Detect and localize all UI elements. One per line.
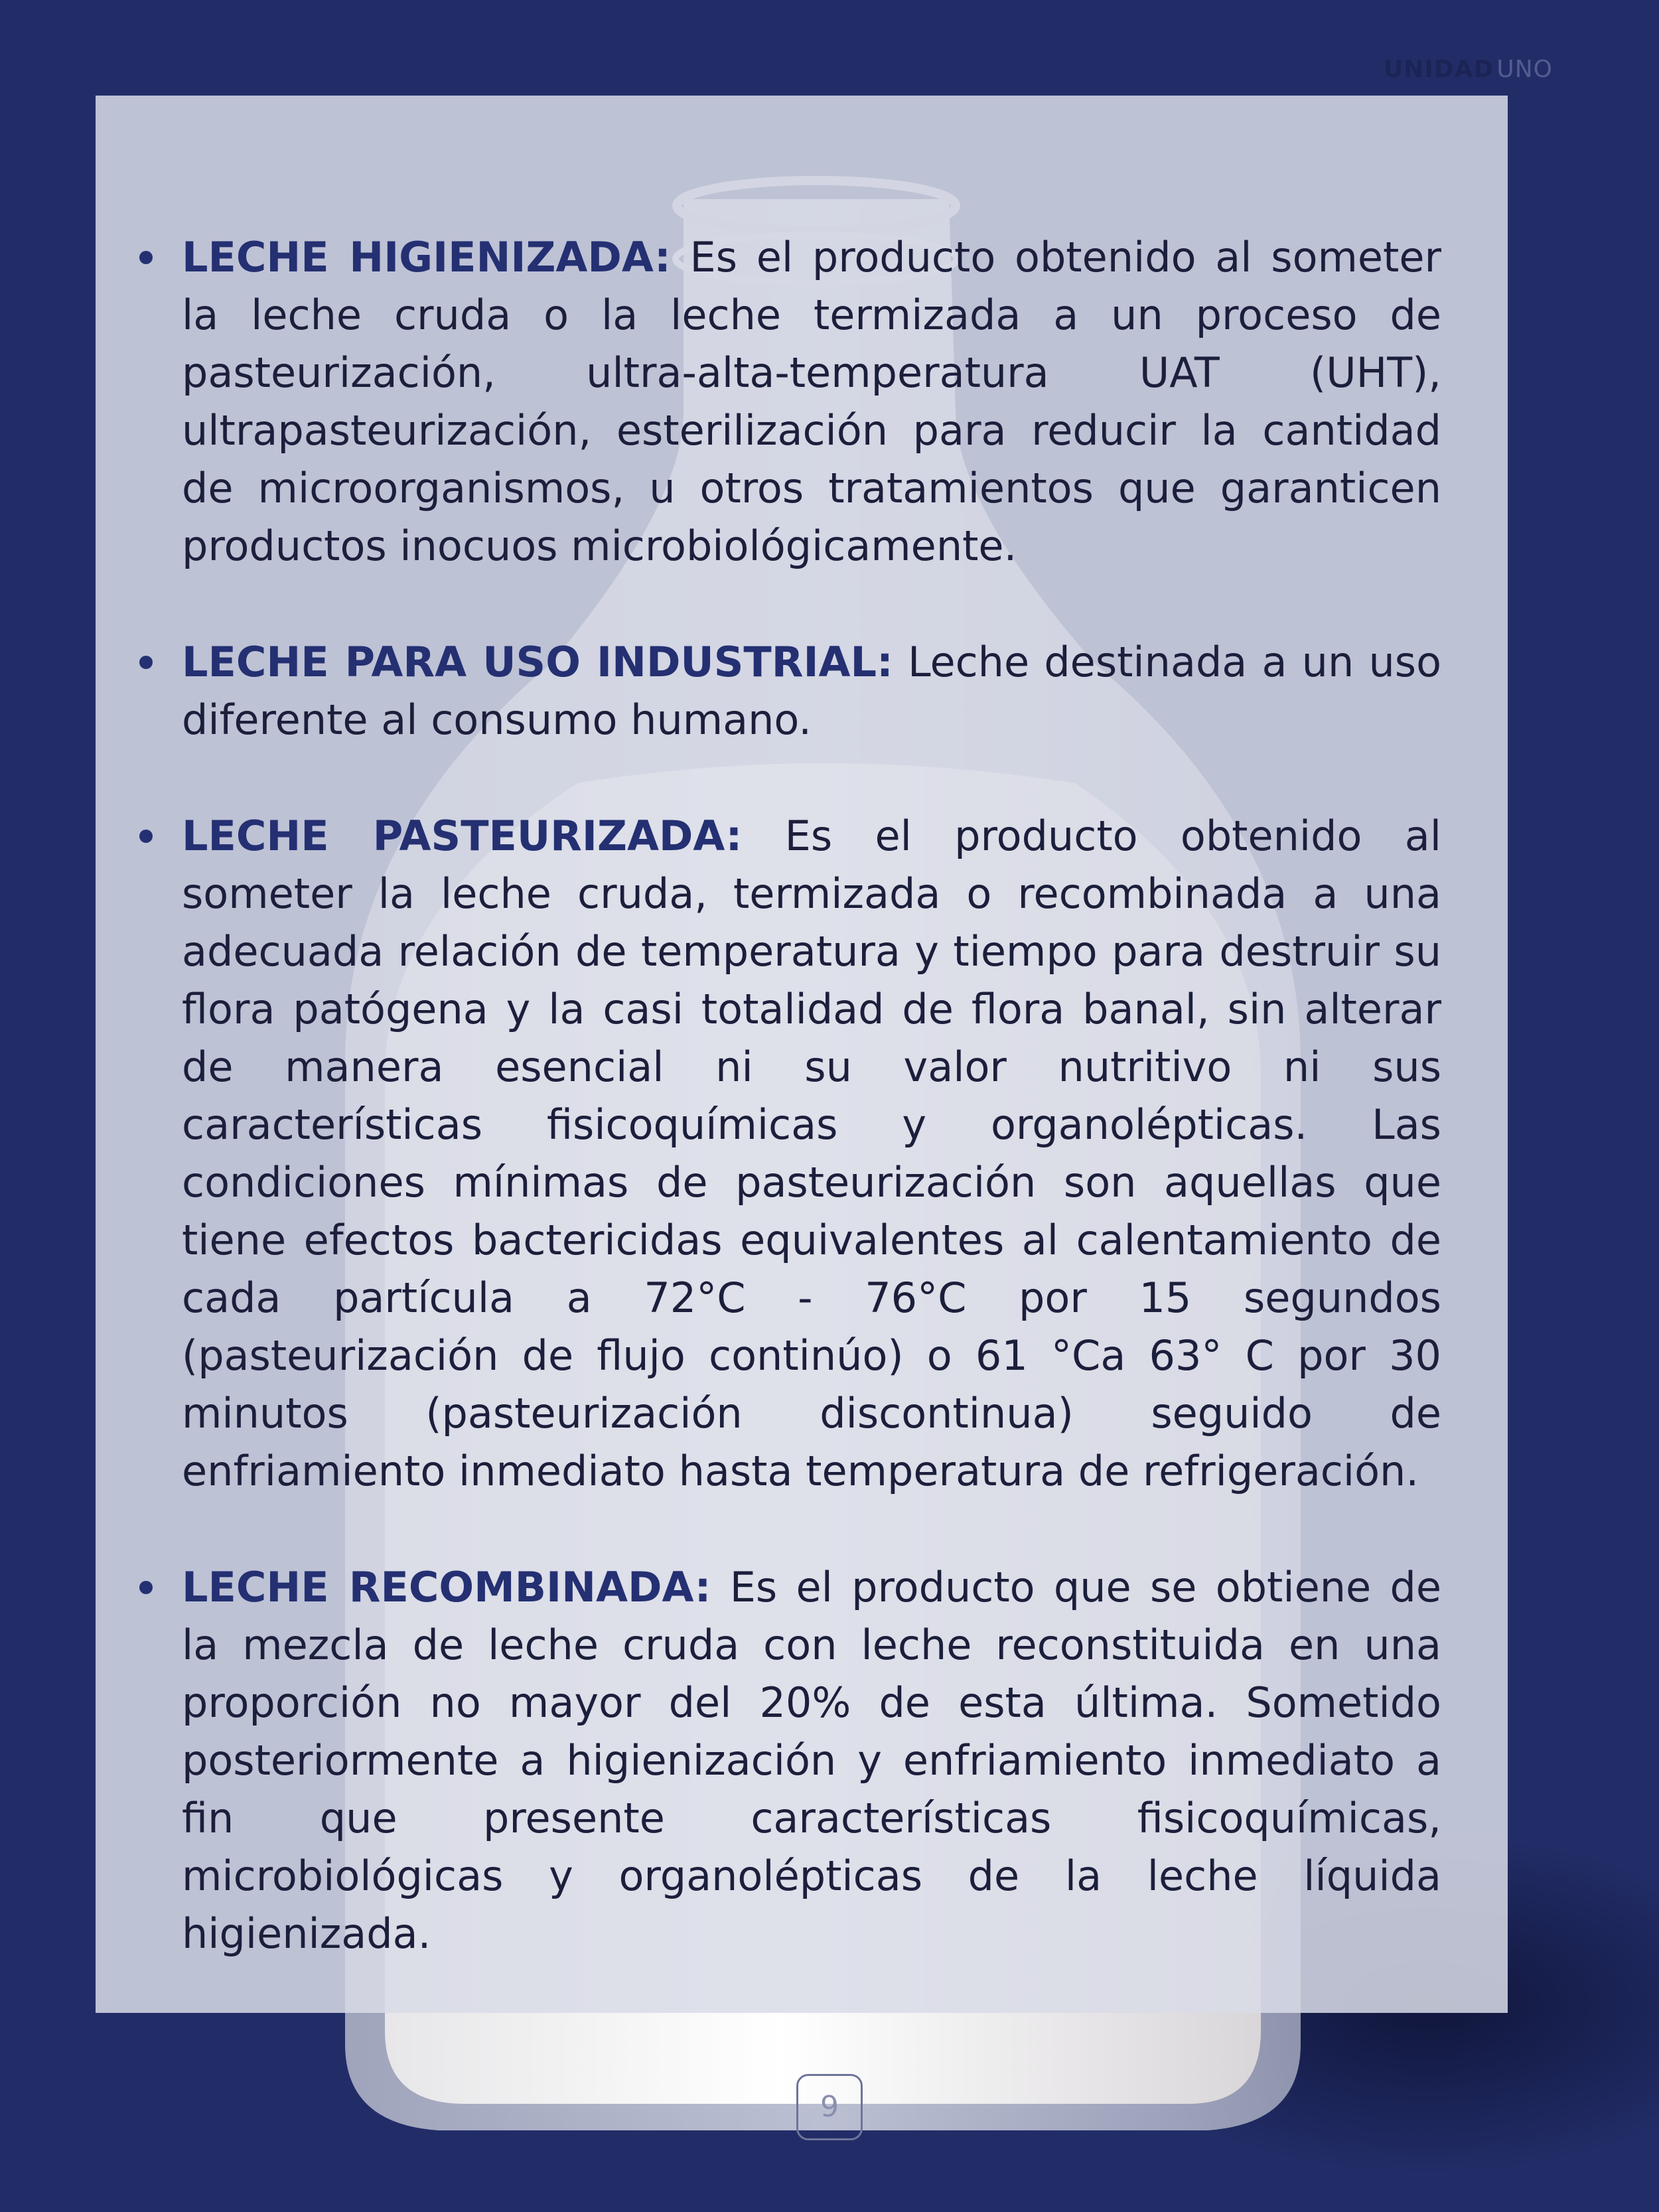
definition-term: LECHE RECOMBINADA:	[182, 1563, 711, 1611]
definition-item	[182, 633, 1441, 749]
definitions-list	[182, 228, 1441, 1962]
definition-item	[182, 807, 1441, 1500]
definition-text: Es el producto obtenido al someter la leche cruda, termizada o recombinada a una adecuada relación de temperatura y tiempo para destruir su flora patógena y la casi totalidad de flora banal, sin alterar de manera esencial ni su valor nutritivo ni sus características fisicoquímicas y organolépticas. Las condiciones mínimas de pasteurización son aquellas que tiene efectos bactericidas equivalentes al calentamiento de cada partícula a 72°C - 76°C por 15 segundos (pasteurización de flujo continúo) o 61 °Ca 63° C por 30 minutos (pasteurización discontinua) seguido de enfriamiento inmediato hasta temperatura de refrigeración.	[182, 812, 1441, 1495]
unit-label-light: UNO	[1496, 56, 1553, 83]
definition-text: Es el producto obtenido al someter la leche cruda o la leche termizada a un proceso de pasteurización, ultra-alta-temperatura UAT (UHT), ultrapasteurización, esterilización para reducir la cantidad de microorganismos, u otros tratamientos que garanticen productos inocuos microbiológicamente.	[182, 233, 1441, 570]
definition-text: Es el producto que se obtiene de la mezcla de leche cruda con leche reconstituida en una proporción no mayor del 20% de esta última. Sometido posteriormente a higienización y enfriamiento inmediato a fin que presente características fisicoquímicas, microbiológicas y organolépticas de la leche líquida higienizada.	[182, 1563, 1441, 1958]
definitions-panel	[96, 96, 1508, 2013]
definition-term: LECHE PARA USO INDUSTRIAL:	[182, 638, 893, 686]
definition-term: LECHE PASTEURIZADA:	[182, 812, 743, 860]
definition-text: Leche destinada a un uso diferente al consumo humano.	[182, 638, 1441, 744]
unit-label-bold: UNIDAD	[1383, 56, 1494, 83]
definition-item	[182, 228, 1441, 575]
page-number: 9	[796, 2074, 863, 2140]
definition-term: LECHE HIGIENIZADA:	[182, 233, 671, 281]
unit-label	[1384, 56, 1553, 83]
definition-item	[182, 1558, 1441, 1962]
